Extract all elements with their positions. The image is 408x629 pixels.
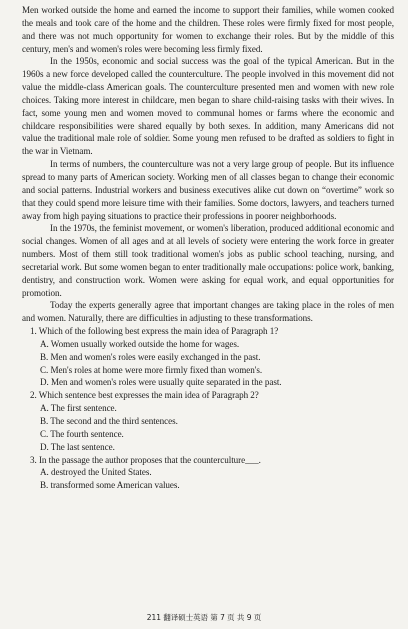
question-stem: 2. Which sentence best expresses the main idea of Paragraph 2? [30,390,259,401]
question-item [22,389,394,453]
passage-paragraph: Men worked outside the home and earned the income to support their families, while women cooked the meals and took care of the home and the children. These roles were firmly fixed for most people, and there was not much opportunity for women to exchange their roles. But by the middle of this century, men's and women's roles were becoming less firmly fixed. [22,5,394,54]
answer-option: A. destroyed the United States. [40,467,152,478]
question-item [22,454,394,493]
question-item [22,325,394,389]
answer-option: C. The fourth sentence. [40,428,124,439]
page-footer: 211 翻译硕士英语 第 7 页 共 9 页 [146,613,262,623]
passage-paragraph: Today the experts generally agree that important changes are taking place in the roles of men and women. Naturally, there are difficulties in adjusting to these transformations. [22,300,394,324]
answer-option: D. The last sentence. [40,441,115,452]
reading-passage [22,4,394,325]
answer-option: D. Men and women's roles were usually quite separated in the past. [40,377,282,388]
passage-paragraph: In terms of numbers, the counterculture was not a very large group of people. But its influence spread to many parts of American society. Working men of all classes began to change their economic and social patterns. Industrial workers and business executives alike cut down on “overtime” work so that they could spend more leisure time with their families. Some doctors, lawyers, and teachers turned away from high paying situations to practice their professions in poorer neighborhoods. [22,159,394,221]
passage-paragraph: In the 1950s, economic and social success was the goal of the typical American. But in the 1960s a new force developed called the counterculture. The people involved in this movement did not value the middle-class American goals. The counterculture presented men and women with new role choices. Taking more interest in childcare, men began to share child-raising tasks with their wives. In fact, some young men and women moved to communal homes or farms where the economic and childcare responsibilities were shared equally by both sexes. In addition, many Americans did not value the traditional male role of soldier. Some young men refused to be drafted as soldiers to fight in the war in Vietnam. [22,56,394,157]
passage-paragraph: In the 1970s, the feminist movement, or women's liberation, produced additional economic and social changes. Women of all ages and at all levels of society were entering the work force in greater numbers. Most of them still took traditional women's jobs as public school teaching, nursing, and secretarial work. But some women began to enter traditionally male occupations: police work, banking, dentistry, and construction work. Women were asking for equal work, and equal opportunities for promotion. [22,223,394,298]
question-stem: 3. In the passage the author proposes that the counterculture___. [30,454,261,465]
answer-option: A. The first sentence. [40,403,117,414]
answer-option: B. Men and women's roles were easily exchanged in the past. [40,351,261,362]
answer-option: A. Women usually worked outside the home for wages. [40,338,240,349]
answer-option: B. The second and the third sentences. [40,416,178,426]
answer-option: C. Men's roles at home were more firmly fixed than women's. [40,364,263,375]
answer-option: B. transformed some American values. [40,480,180,491]
question-stem: 1. Which of the following best express the main idea of Paragraph 1? [30,326,279,337]
question-list [22,325,394,492]
